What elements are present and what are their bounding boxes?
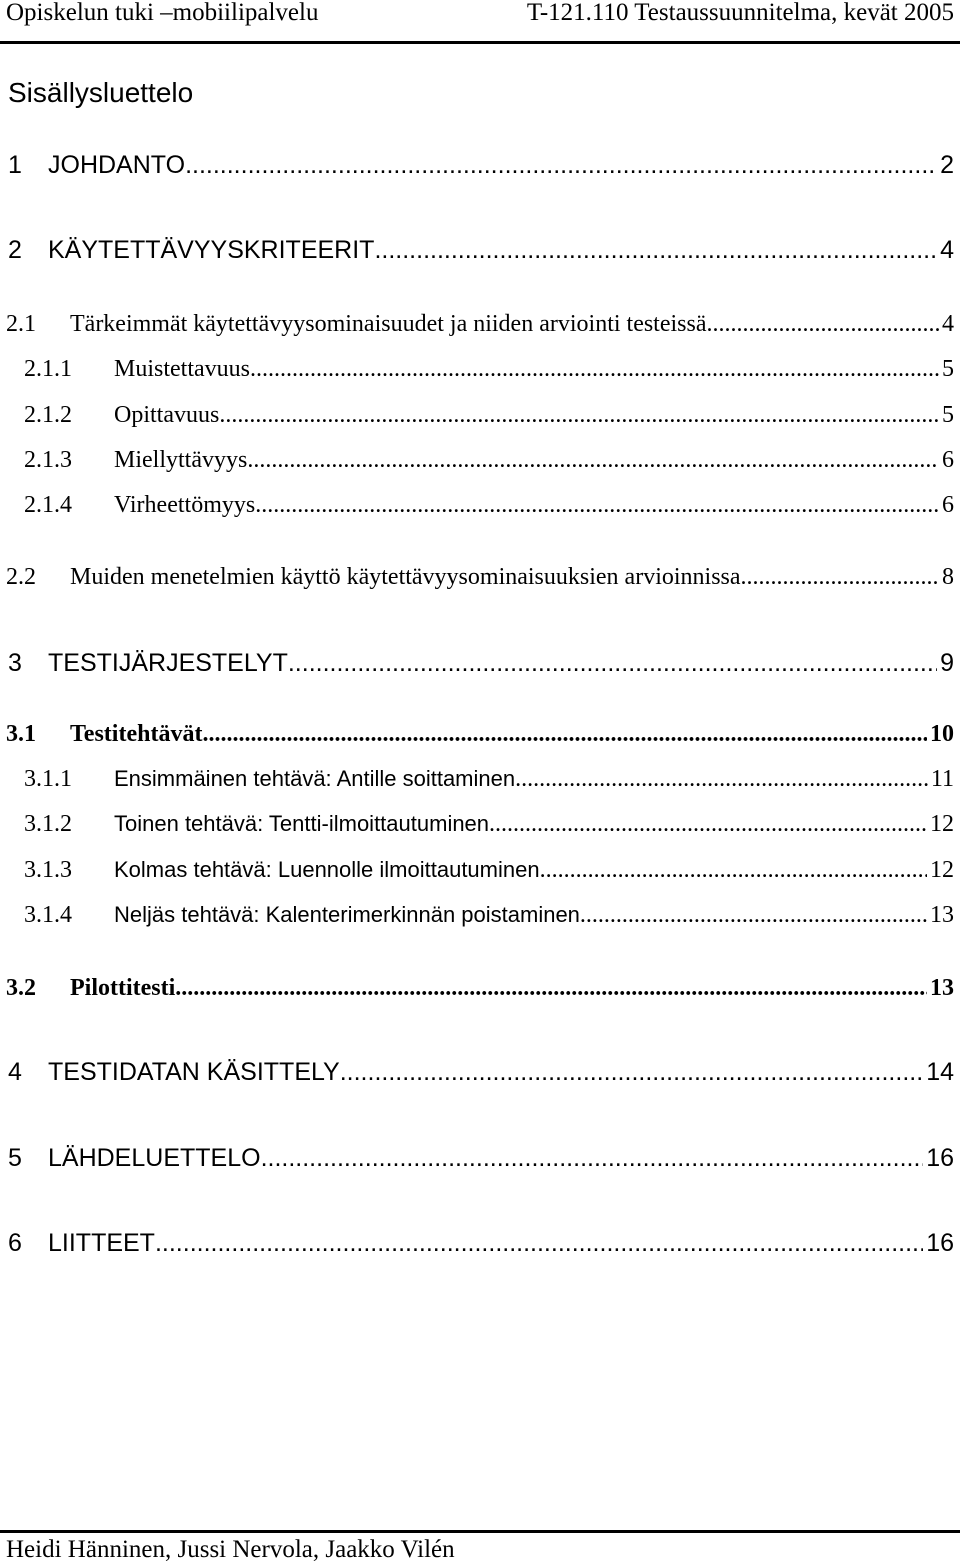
toc-title: LÄHDELUETTELO	[48, 1144, 261, 1172]
toc-leader	[202, 720, 927, 748]
toc-title: Opittavuus	[114, 402, 220, 428]
toc-number: 3.1	[6, 721, 36, 747]
toc-title: JOHDANTO	[48, 151, 186, 179]
toc-leader	[340, 1057, 923, 1087]
toc-entry-2-1[interactable]	[6, 310, 954, 338]
toc-leader	[489, 810, 927, 838]
toc-entry-3-1-3[interactable]	[24, 856, 954, 884]
toc-entry-2-1-3[interactable]	[24, 446, 954, 474]
header-divider	[0, 41, 960, 44]
toc-number: 2.1.3	[24, 447, 72, 473]
toc-entry-3[interactable]	[8, 648, 954, 678]
toc-title: TESTIJÄRJESTELYT	[48, 649, 288, 677]
toc-title: Miellyttävyys	[114, 447, 248, 473]
toc-entry-2-1-4[interactable]	[24, 491, 954, 519]
toc-leader	[219, 401, 939, 429]
toc-page: 12	[930, 857, 954, 883]
toc-page: 2	[940, 151, 954, 179]
toc-leader	[540, 856, 927, 884]
toc-number: 3.1.4	[24, 902, 72, 928]
toc-number: 5	[8, 1144, 22, 1172]
toc-entry-2-2[interactable]	[6, 563, 954, 591]
toc-entry-2-1-1[interactable]	[24, 355, 954, 383]
toc-entry-3-2[interactable]	[6, 974, 954, 1002]
toc-page: 9	[940, 649, 954, 677]
toc-leader	[185, 150, 937, 180]
toc-page: 6	[942, 447, 954, 473]
toc-leader	[288, 648, 937, 678]
toc-title: Kolmas tehtävä: Luennolle ilmoittautuminen	[114, 857, 540, 882]
toc-title: Testitehtävät	[70, 721, 203, 747]
toc-number: 3.2	[6, 975, 36, 1001]
toc-entry-1[interactable]	[8, 150, 954, 180]
toc-number: 3	[8, 649, 22, 677]
toc-page: 11	[930, 766, 954, 792]
toc-title: Muistettavuus	[114, 356, 250, 382]
toc-page: 5	[942, 402, 954, 428]
toc-number: 6	[8, 1229, 22, 1257]
toc-page: 14	[926, 1058, 954, 1086]
toc-leader	[250, 355, 939, 383]
toc-title: KÄYTETTÄVYYSKRITEERIT	[48, 236, 375, 264]
toc-page: 13	[930, 902, 954, 928]
toc-leader	[374, 235, 937, 265]
toc-title: Tärkeimmät käytettävyysominaisuudet ja niiden arviointi testeissä	[70, 311, 707, 337]
toc-page: 16	[926, 1229, 954, 1257]
page-footer	[0, 1520, 960, 1565]
toc-title: Neljäs tehtävä: Kalenterimerkinnän poistaminen	[114, 902, 580, 927]
toc-entry-4[interactable]	[8, 1057, 954, 1087]
toc-entry-5[interactable]	[8, 1143, 954, 1173]
toc-title: Pilottitesti	[70, 975, 176, 1001]
page-header	[0, 0, 960, 46]
toc-page: 13	[930, 975, 954, 1001]
toc-number: 4	[8, 1058, 22, 1086]
toc-leader	[515, 765, 928, 793]
toc-leader	[255, 491, 939, 519]
toc-heading: Sisällysluettelo	[8, 77, 194, 108]
toc-page: 10	[930, 721, 954, 747]
toc-page: 8	[942, 564, 954, 590]
toc-title: Virheettömyys	[114, 492, 256, 518]
toc-leader	[741, 563, 939, 591]
toc-number: 2.1	[6, 311, 36, 337]
toc-title: LIITTEET	[48, 1229, 155, 1257]
toc-entry-3-1[interactable]	[6, 720, 954, 748]
toc-page: 4	[942, 311, 954, 337]
toc-entry-3-1-1[interactable]	[24, 765, 954, 793]
toc-title: Ensimmäinen tehtävä: Antille soittaminen	[114, 766, 516, 791]
toc-entry-2-1-2[interactable]	[24, 401, 954, 429]
footer-divider	[0, 1530, 960, 1533]
toc-leader	[175, 974, 927, 1002]
toc-page: 12	[930, 811, 954, 837]
toc-leader	[707, 310, 939, 338]
toc-number: 2	[8, 236, 22, 264]
toc-title: Muiden menetelmien käyttö käytettävyysominaisuuksien arvioinnissa	[70, 564, 741, 590]
toc-number: 2.2	[6, 564, 36, 590]
footer-authors: Heidi Hänninen, Jussi Nervola, Jaakko Vilén	[6, 1536, 455, 1563]
toc-title: TESTIDATAN KÄSITTELY	[48, 1058, 340, 1086]
toc-entry-2[interactable]	[8, 235, 954, 265]
toc-page: 5	[942, 356, 954, 382]
toc-number: 3.1.1	[24, 766, 72, 792]
toc-number: 2.1.2	[24, 402, 72, 428]
header-document-title: Opiskelun tuki –mobiilipalvelu	[6, 0, 319, 26]
toc-number: 3.1.2	[24, 811, 72, 837]
toc-page: 6	[942, 492, 954, 518]
toc-number: 1	[8, 151, 22, 179]
toc-entry-3-1-4[interactable]	[24, 901, 954, 929]
toc-title: Toinen tehtävä: Tentti-ilmoittautuminen	[114, 811, 490, 836]
toc-page: 4	[940, 236, 954, 264]
toc-entry-3-1-2[interactable]	[24, 810, 954, 838]
toc-leader	[261, 1143, 924, 1173]
toc-leader	[580, 901, 927, 929]
header-course-info: T-121.110 Testaussuunnitelma, kevät 2005	[526, 0, 954, 26]
toc-leader	[247, 446, 939, 474]
toc-number: 2.1.1	[24, 356, 72, 382]
toc-number: 3.1.3	[24, 857, 72, 883]
toc-page: 16	[926, 1144, 954, 1172]
toc-entry-6[interactable]	[8, 1228, 954, 1258]
toc-number: 2.1.4	[24, 492, 72, 518]
toc-leader	[155, 1228, 923, 1258]
